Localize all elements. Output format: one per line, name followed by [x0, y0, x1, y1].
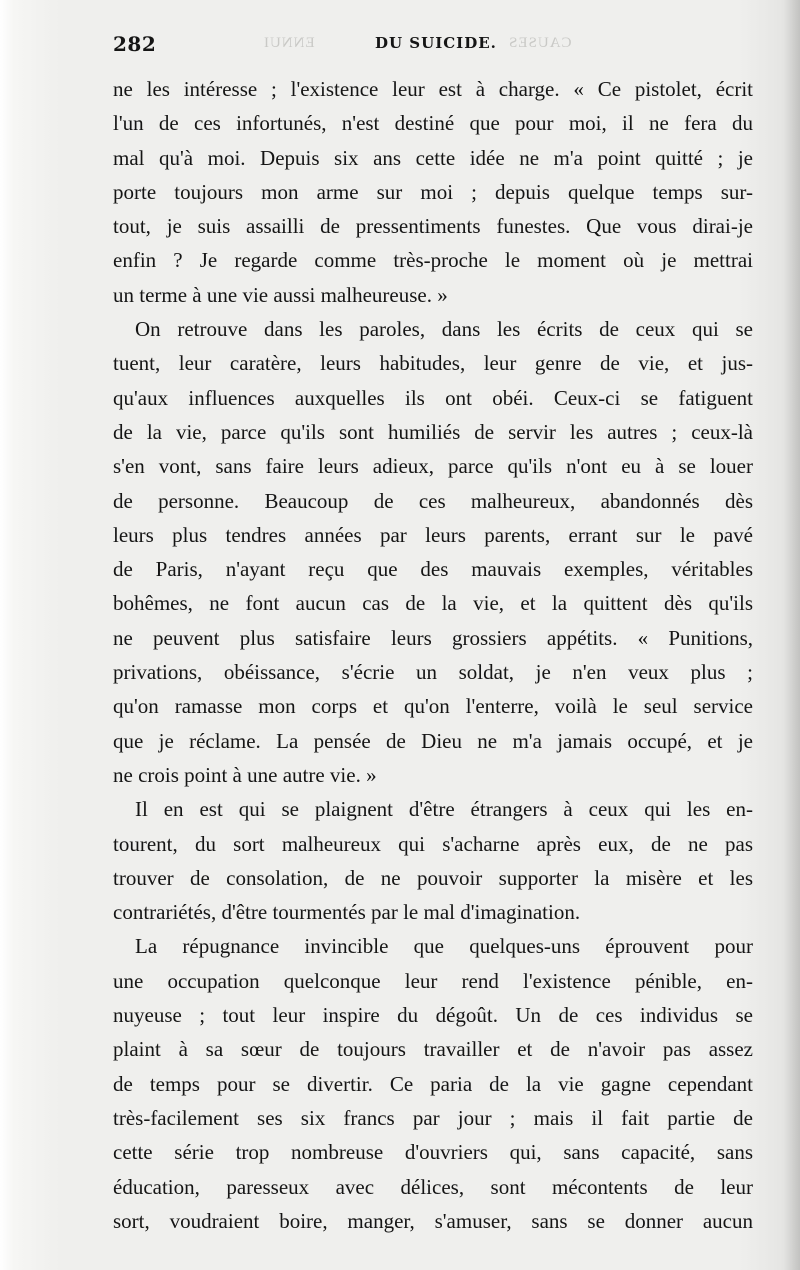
body-text [113, 72, 753, 1238]
text-line: de Paris, n'ayant reçu que des mauvais exemples, véritables [113, 557, 753, 582]
text-line: de temps pour se divertir. Ce paria de la vie gagne cependant [113, 1071, 753, 1096]
show-through-decoration: ENNUI [263, 35, 315, 51]
text-line: nuyeuse ; tout leur inspire du dégoût. Un de ces individus se [113, 1003, 753, 1028]
text-line: tout, je suis assailli de pressentiments funestes. Que vous dirai-je [113, 214, 753, 239]
show-through-decoration: CAUSES [508, 35, 572, 51]
text-line: On retrouve dans les paroles, dans les écrits de ceux qui se [135, 317, 753, 342]
text-line: de la vie, parce qu'ils sont humiliés de servir les autres ; ceux-là [113, 419, 753, 444]
text-line: un terme à une vie aussi malheureuse. » [113, 282, 448, 307]
text-line: s'en vont, sans faire leurs adieux, parce qu'ils n'ont eu à se louer [113, 454, 753, 479]
page-gutter-shadow [784, 0, 800, 1270]
text-line: éducation, paresseux avec délices, sont mécontents de leur [113, 1174, 753, 1199]
running-head [113, 32, 753, 62]
text-line: contrariétés, d'être tourmentés par le mal d'imagination. [113, 900, 581, 925]
text-line: très-facilement ses six francs par jour ; mais il fait partie de [113, 1105, 753, 1130]
text-line: sort, voudraient boire, manger, s'amuser, sans se donner aucun [113, 1208, 753, 1233]
text-line: mal qu'à moi. Depuis six ans cette idée ne m'a point quitté ; je [113, 145, 753, 170]
text-line: cette série trop nombreuse d'ouvriers qui, sans capacité, sans [113, 1140, 753, 1165]
text-line: enfin ? Je regarde comme très-proche le moment où je mettrai [113, 248, 753, 273]
text-line: ne les intéresse ; l'existence leur est à charge. « Ce pistolet, écrit [113, 77, 753, 101]
text-line: La répugnance invincible que quelques-uns éprouvent pour [135, 934, 753, 959]
text-line: qu'on ramasse mon corps et qu'on l'enterre, voilà le seul service [113, 694, 753, 719]
text-line: privations, obéissance, s'écrie un soldat, je n'en veux plus ; [113, 660, 753, 685]
text-line: leurs plus tendres années par leurs parents, errant sur le pavé [113, 522, 753, 547]
page-title: DU SUICIDE. [375, 34, 497, 52]
page-number: 282 [113, 32, 157, 56]
text-line: ne crois point à une autre vie. » [113, 762, 377, 787]
text-line: Il en est qui se plaignent d'être étrangers à ceux qui les en- [135, 797, 753, 822]
text-line: porte toujours mon arme sur moi ; depuis quelque temps sur- [113, 179, 753, 204]
text-line: ne peuvent plus satisfaire leurs grossiers appétits. « Punitions, [113, 625, 753, 650]
text-line: bohêmes, ne font aucun cas de la vie, et la quittent dès qu'ils [113, 591, 753, 616]
text-line: une occupation quelconque leur rend l'existence pénible, en- [113, 968, 753, 993]
text-line: tuent, leur caratère, leurs habitudes, leur genre de vie, et jus- [113, 351, 753, 376]
text-line: de personne. Beaucoup de ces malheureux, abandonnés dès [113, 488, 753, 513]
text-line: que je réclame. La pensée de Dieu ne m'a jamais occupé, et je [113, 728, 753, 753]
text-line: trouver de consolation, de ne pouvoir supporter la misère et les [113, 865, 753, 890]
text-line: plaint à sa sœur de toujours travailler et de n'avoir pas assez [113, 1037, 753, 1062]
text-line: l'un de ces infortunés, n'est destiné que pour moi, il ne fera du [113, 111, 753, 136]
text-line: qu'aux influences auxquelles ils ont obéi. Ceux-ci se fatiguent [113, 385, 753, 410]
text-line: tourent, du sort malheureux qui s'acharne après eux, de ne pas [113, 831, 753, 856]
